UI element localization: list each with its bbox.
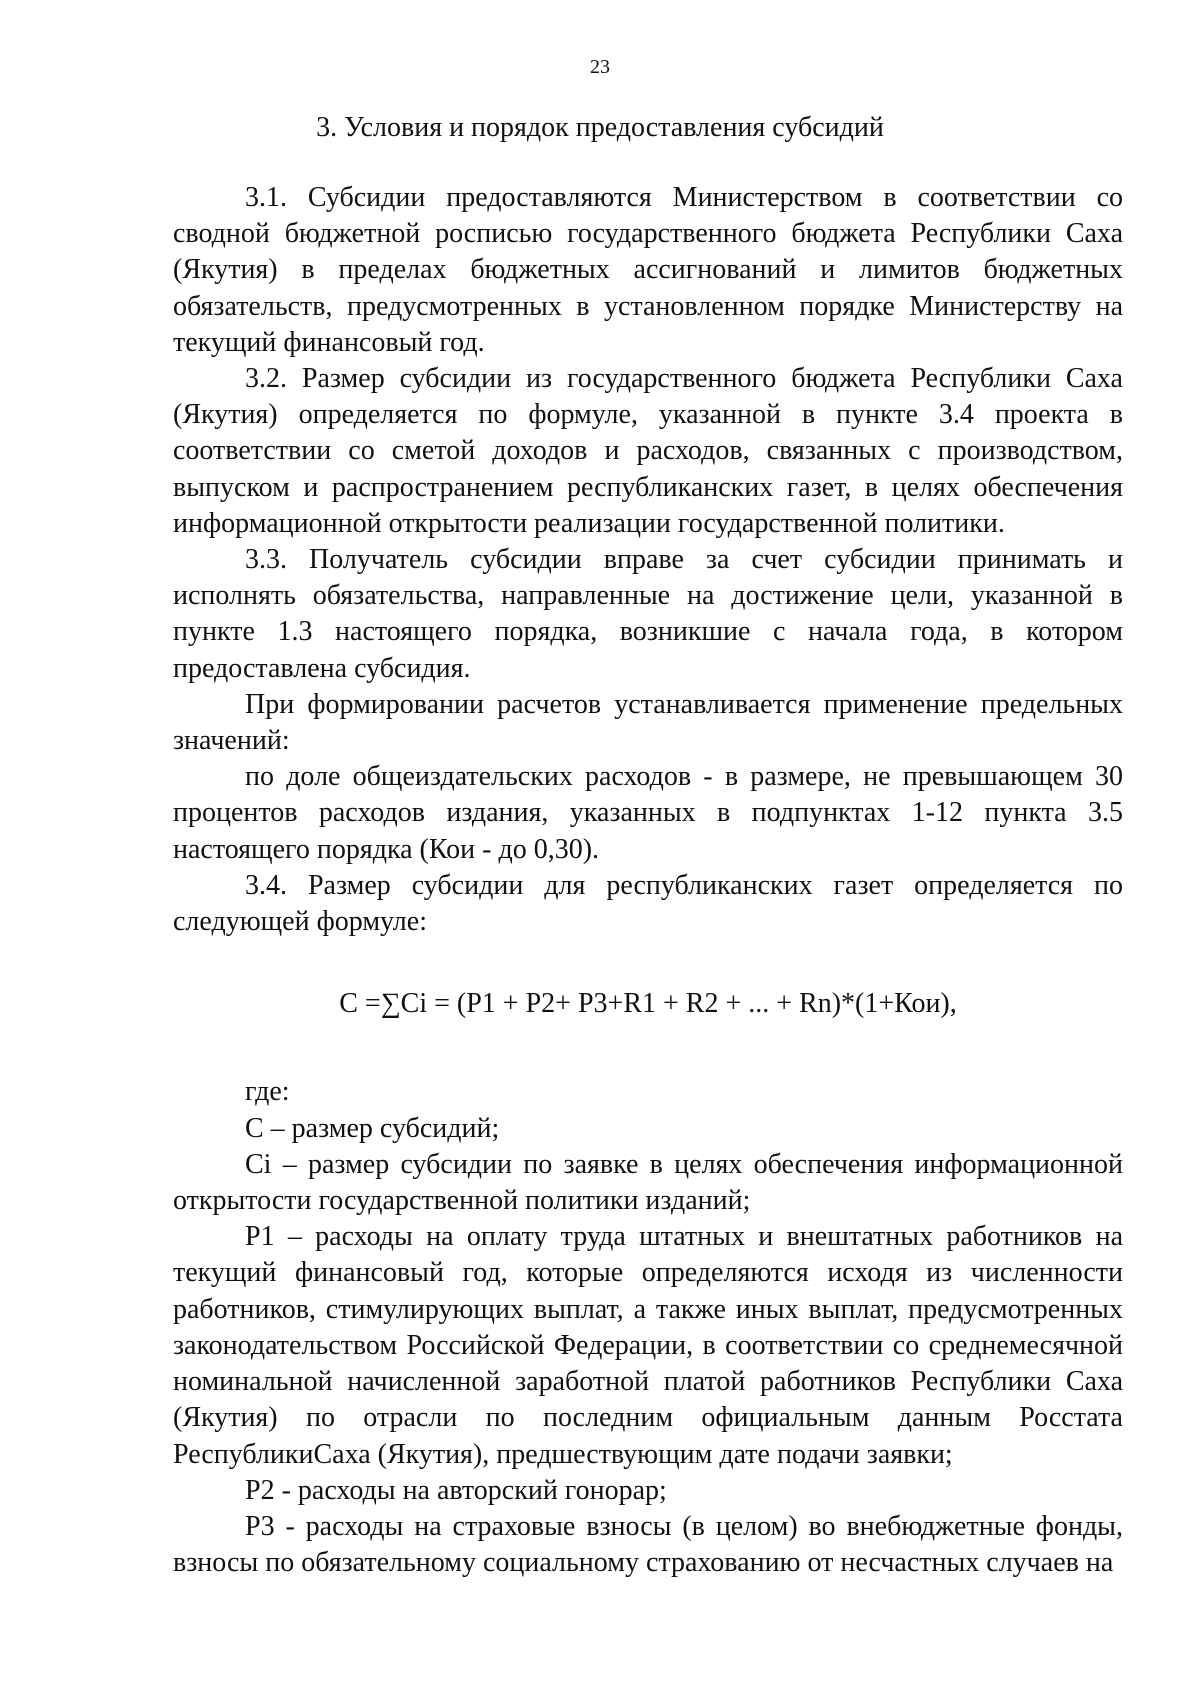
paragraph-3-1: 3.1. Субсидии предоставляются Министерством в соответствии со сводной бюджетной росписью государственного бюджета Республики Саха (Якутия) в пределах бюджетных ассигнований и лимитов бюджетных обязательств, предусмотренных в установленном порядке Министерству на текущий финансовый год. (173, 182, 1123, 358)
paragraph-3-2: 3.2. Размер субсидии из государственного бюджета Республики Саха (Якутия) определяется по формуле, указанной в пункте 3.4 проекта в соответствии со сметой доходов и расходов, связанных с производством, выпуском и распространением республиканских газет, в целях обеспечения информационной открытости реализации государственной политики. (173, 363, 1123, 539)
section-title: 3. Условия и порядок предоставления субсидий (316, 112, 884, 143)
definition-p1: Р1 – расходы на оплату труда штатных и внештатных работников на текущий финансовый год, которые определяются исходя из численности работников, стимулирующих выплат, а также иных выплат, предусмотренных законодательством Российской Федерации, в соответствии со среднемесячной номинальной начисленной заработной платой работников Республики Саха (Якутия) по отрасли по последним официальным данным Росстата РеспубликиСаха (Якутия), предшествующим дате подачи заявки; (173, 1221, 1123, 1470)
definition-p3: Р3 - расходы на страховые взносы (в целом) во внебюджетные фонды, взносы по обязательному социальному страхованию от несчастных случаев на (173, 1510, 1123, 1579)
paragraph-3-3: 3.3. Получатель субсидии вправе за счет субсидии принимать и исполнять обязательства, направленные на достижение цели, указанной в пункте 1.3 настоящего порядка, возникшие с начала года, в котором предоставлена субсидия. (173, 544, 1123, 684)
definition-c: С – размер субсидий; (245, 1112, 500, 1144)
where-label: где: (245, 1076, 290, 1108)
subsidy-formula: С =∑Сi = (Р1 + Р2+ Р3+R1 + R2 + ... + Rn)*(1+Кои), (339, 988, 957, 1020)
definition-ci: Сi – размер субсидии по заявке в целях обеспечения информационной открытости государственной политики изданий; (173, 1148, 1123, 1217)
paragraph-limits-intro: При формировании расчетов устанавливается применение предельных значений: (173, 688, 1123, 757)
page-number: 23 (590, 56, 610, 78)
definition-p2: Р2 - расходы на авторский гонорар; (245, 1474, 667, 1506)
paragraph-3-4: 3.4. Размер субсидии для республиканских газет определяется по следующей формуле: (173, 869, 1123, 938)
document-body (173, 180, 1123, 1581)
paragraph-limits-share: по доле общеиздательских расходов - в размере, не превышающем 30 процентов расходов издания, указанных в подпунктах 1-12 пункта 3.5 настоящего порядка (Кои - до 0,30). (173, 761, 1123, 865)
